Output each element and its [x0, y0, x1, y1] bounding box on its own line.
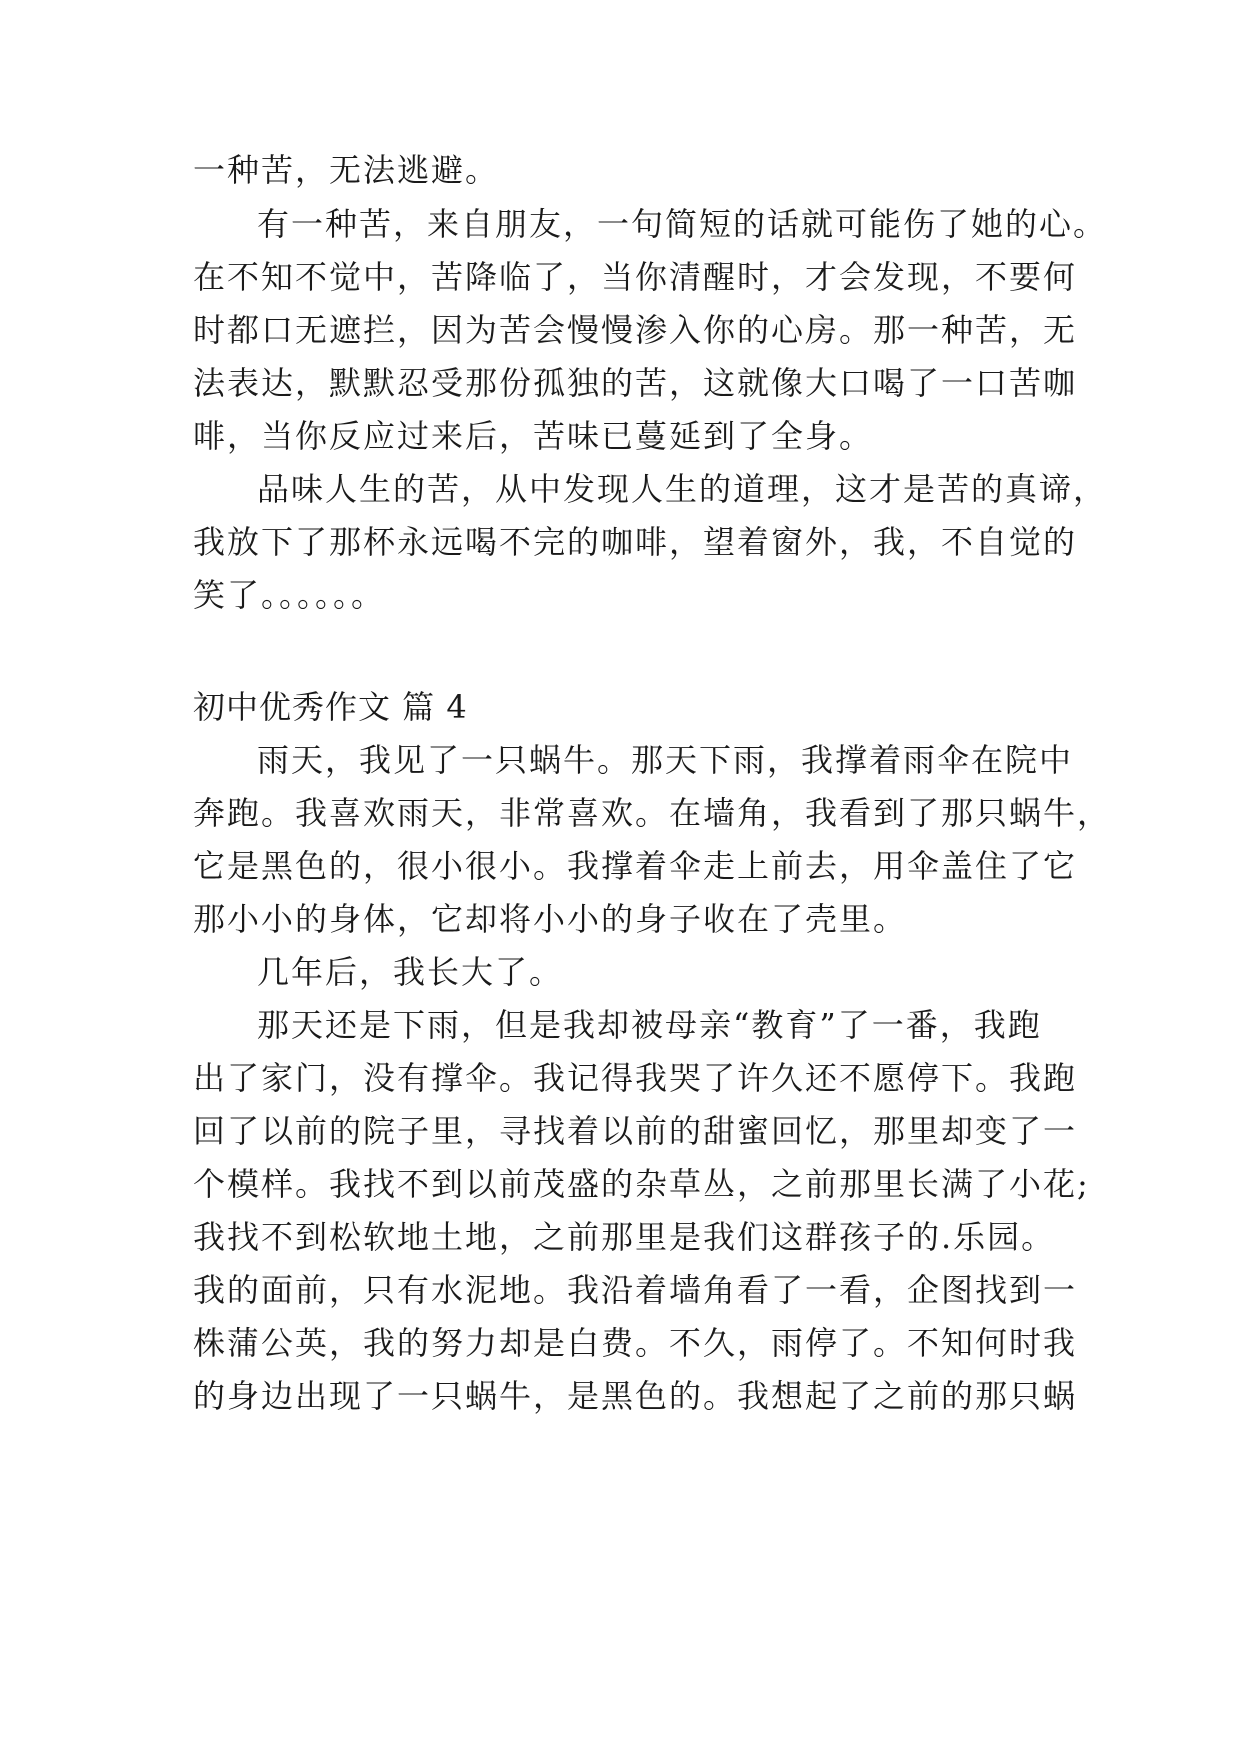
text-line: 法表达，默默忍受那份孤独的苦，这就像大口喝了一口苦咖	[193, 364, 1078, 402]
text-line: 出了家门，没有撑伞。我记得我哭了许久还不愿停下。我跑	[193, 1059, 1078, 1097]
text-line: 那小小的身体，它却将小小的身子收在了壳里。	[193, 900, 908, 938]
text-line: 株蒲公英，我的努力却是白费。不久，雨停了。不知何时我	[193, 1324, 1078, 1362]
text-line: 雨天，我见了一只蜗牛。那天下雨，我撑着雨伞在院中	[257, 741, 1074, 779]
text-line: 时都口无遮拦，因为苦会慢慢渗入你的心房。那一种苦，无	[193, 311, 1078, 349]
text-line: 那天还是下雨，但是我却被母亲“教育”了一番，我跑	[257, 1006, 1042, 1044]
text-line: 奔跑。我喜欢雨天，非常喜欢。在墙角，我看到了那只蜗牛，	[193, 794, 1112, 832]
text-line: 个模样。我找不到以前茂盛的杂草丛，之前那里长满了小花;	[193, 1165, 1090, 1203]
text-line: 啡，当你反应过来后，苦味已蔓延到了全身。	[193, 417, 874, 455]
text-line: 在不知不觉中，苦降临了，当你清醒时，才会发现，不要何	[193, 258, 1078, 296]
text-line: 的身边出现了一只蜗牛，是黑色的。我想起了之前的那只蜗	[193, 1377, 1078, 1415]
text-line: 它是黑色的，很小很小。我撑着伞走上前去，用伞盖住了它	[193, 847, 1078, 885]
text-line: 我找不到松软地土地，之前那里是我们这群孩子的.乐园。	[193, 1218, 1056, 1256]
text-line: 一种苦，无法逃避。	[193, 151, 500, 189]
text-line: 我的面前，只有水泥地。我沿着墙角看了一看，企图找到一	[193, 1271, 1078, 1309]
text-line: 有一种苦，来自朋友，一句简短的话就可能伤了她的心。	[257, 205, 1108, 243]
text-line: 我放下了那杯永远喝不完的咖啡，望着窗外，我，不自觉的	[193, 523, 1078, 561]
text-line: 回了以前的院子里，寻找着以前的甜蜜回忆，那里却变了一	[193, 1112, 1078, 1150]
text-line: 笑了。。。。。。	[193, 576, 386, 614]
text-line: 品味人生的苦，从中发现人生的道理，这才是苦的真谛，	[257, 470, 1108, 508]
text-line: 几年后，我长大了。	[257, 953, 564, 991]
section-heading: 初中优秀作文 篇 4	[193, 688, 468, 726]
